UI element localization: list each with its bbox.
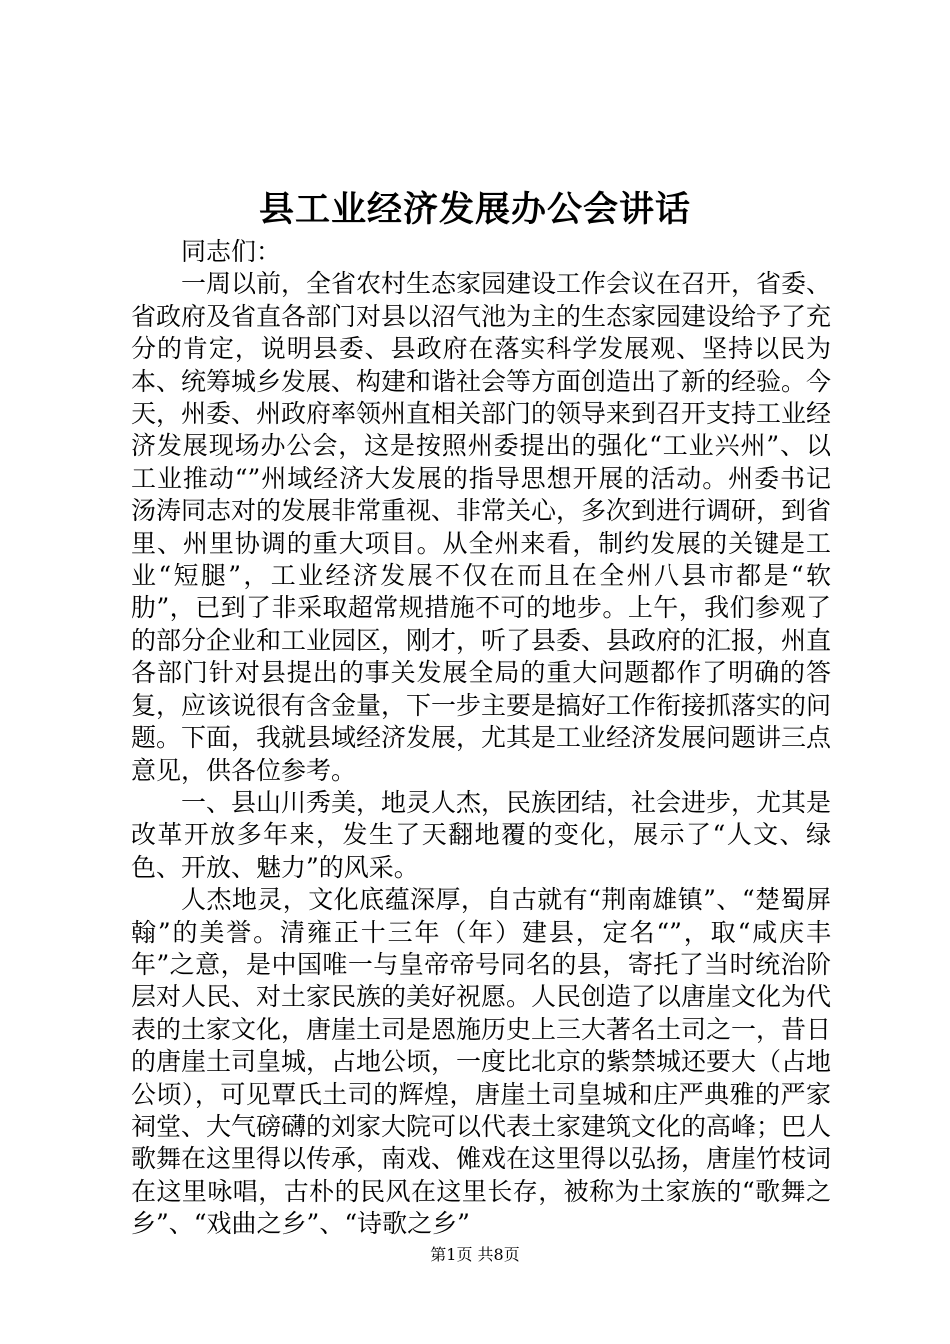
paragraph-2: 一、县山川秀美，地灵人杰，民族团结，社会进步，尤其是改革开放多年来，发生了天翻地覆的变化，展示了“人文、绿色、开放、魅力”的风采。 [131, 787, 832, 882]
paragraph-3: 人杰地灵，文化底蕴深厚，自古就有“荆南雄镇”、“楚蜀屏翰”的美誉。清雍正十三年（年）建县，定名“”，取“咸庆丰年”之意，是中国唯一与皇帝帝号同名的县，寄托了当时统治阶层对人民、对土家民族的美好祝愿。人民创造了以唐崖文化为代表的土家文化，唐崖土司是恩施历史上三大著名土司之一，昔日的唐崖土司皇城，占地公顷，一度比北京的紫禁城还要大（占地公顷），可见覃氏土司的辉煌，唐崖土司皇城和庄严典雅的严家祠堂、大气磅礴的刘家大院可以代表土家建筑文化的高峰；巴人歌舞在这里得以传承，南戏、傩戏在这里得以弘扬，唐崖竹枝词在这里咏唱，古朴的民风在这里长存，被称为土家族的“歌舞之乡”、“戏曲之乡”、“诗歌之乡” [131, 885, 832, 1239]
page-footer: 第1页 共8页 [430, 1245, 520, 1264]
document-body [131, 236, 831, 1241]
paragraph-salutation: 同志们： [181, 237, 282, 266]
paragraph-1: 一周以前，全省农村生态家园建设工作会议在召开，省委、省政府及省直各部门对县以沼气池为主的生态家园建设给予了充分的肯定，说明县委、县政府在落实科学发展观、坚持以民为本、统筹城乡发展、构建和谐社会等方面创造出了新的经验。今天，州委、州政府率领州直相关部门的领导来到召开支持工业经济发展现场办公会，这是按照州委提出的强化“工业兴州”、以工业推动“”州域经济大发展的指导思想开展的活动。州委书记汤涛同志对的发展非常重视、非常关心，多次到进行调研，到省里、州里协调的重大项目。从全州来看，制约发展的关键是工业“短腿”，工业经济发展不仅在而且在全州八县市都是“软肋”，已到了非采取超常规措施不可的地步。上午，我们参观了的部分企业和工业园区，刚才，听了县委、县政府的汇报，州直各部门针对县提出的事关发展全局的重大问题都作了明确的答复，应该说很有含金量，下一步主要是搞好工作衔接抓落实的问题。下面，我就县域经济发展，尤其是工业经济发展问题讲三点意见，供各位参考。 [131, 269, 832, 785]
document-title: 县工业经济发展办公会讲话 [258, 189, 691, 230]
